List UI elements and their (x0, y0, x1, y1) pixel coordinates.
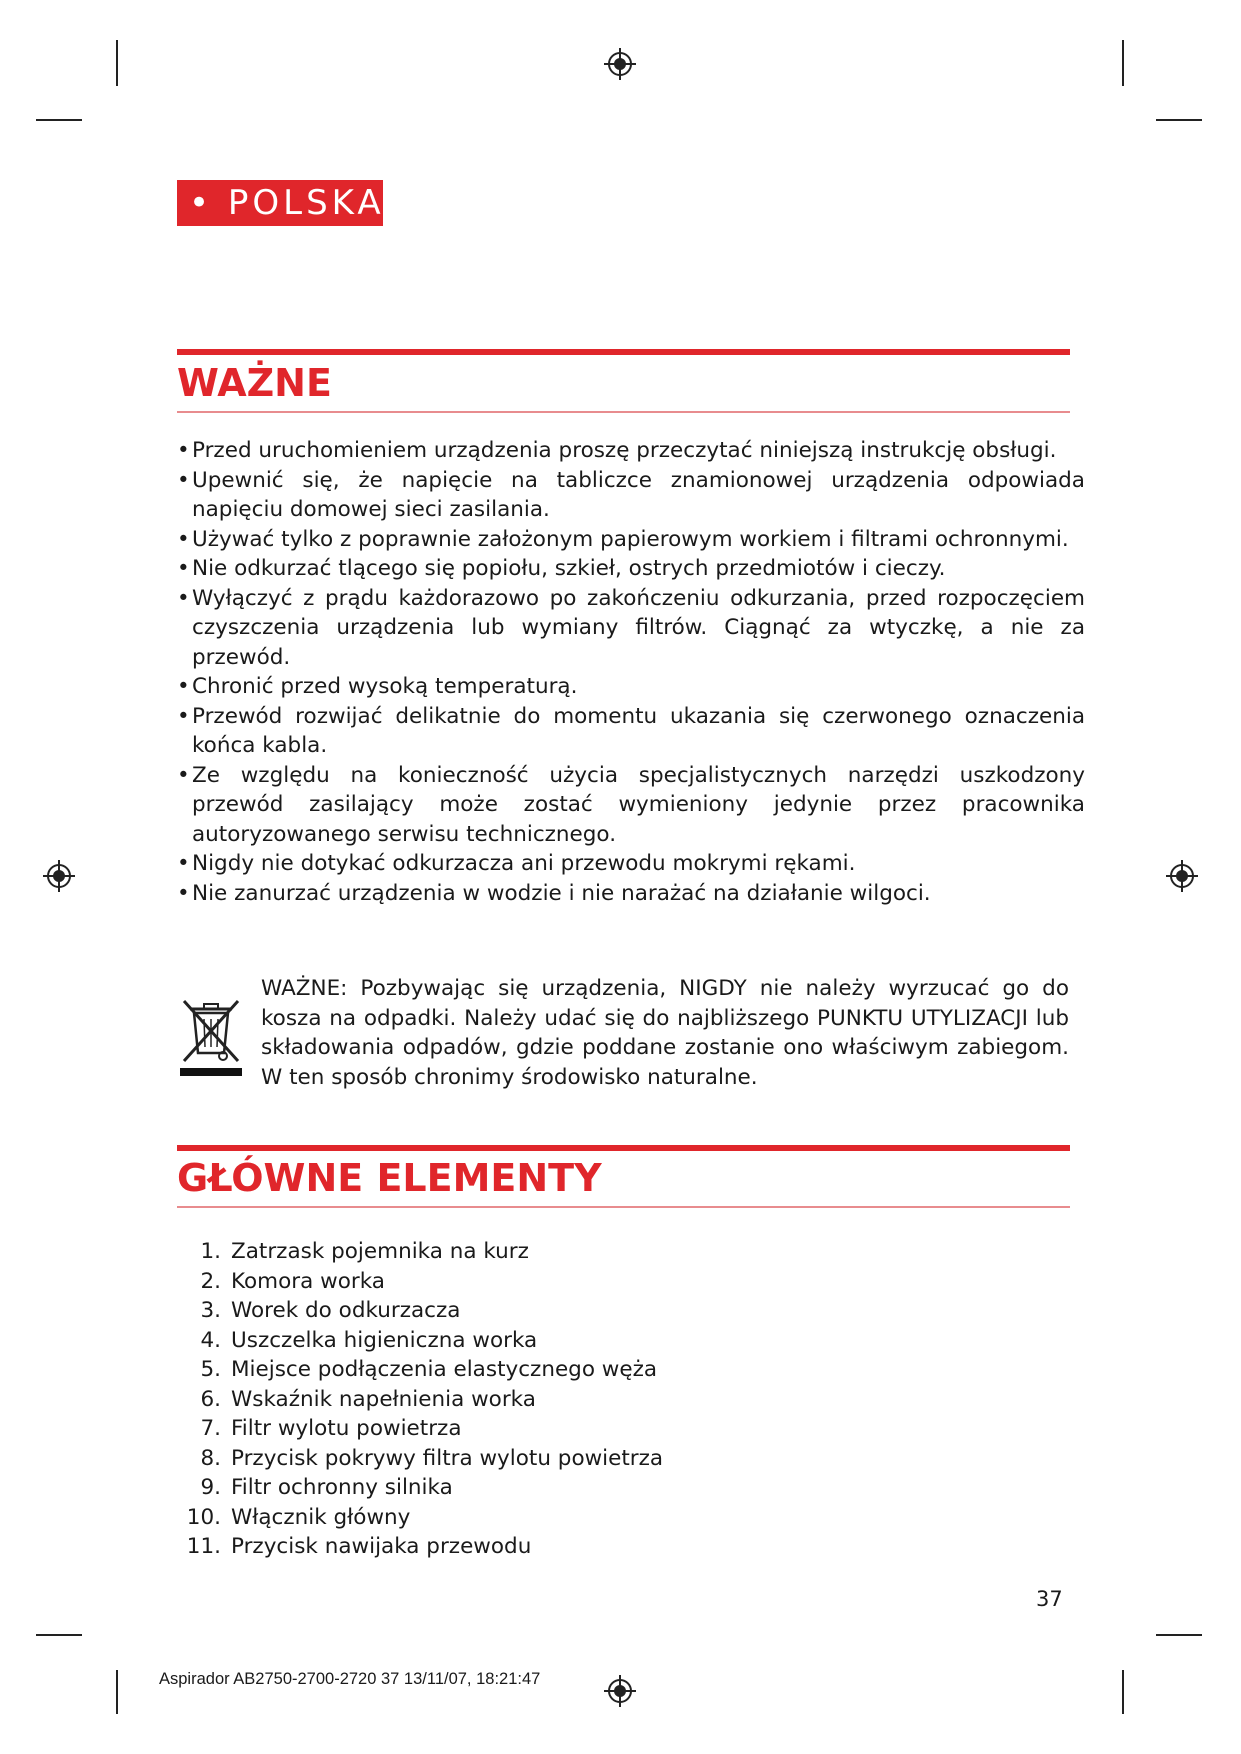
list-item (177, 1267, 877, 1297)
crop-mark (36, 1634, 82, 1636)
item-label: Włącznik główny (231, 1504, 411, 1530)
list-item: • Wyłączyć z prądu każdorazowo po zakończeniu odkurzania, przed rozpoczęciem czyszczenia urządzenia lub wymiany filtrów. Ciągnąć za wtyczkę, a nie za przewód. (177, 584, 1085, 673)
item-number: 9. (200, 1475, 221, 1500)
crop-mark (116, 40, 118, 86)
section-rule-top (177, 349, 1070, 355)
crop-mark (1122, 1670, 1124, 1714)
list-item: • Ze względu na konieczność użycia specjalistycznych narzędzi uszkodzony przewód zasilający może zostać wymieniony jedynie przez pracownika autoryzowanego serwisu technicznego. (177, 761, 1085, 850)
parts-list (177, 1237, 877, 1562)
list-item: • Używać tylko z poprawnie założonym papierowym workiem i filtrami ochronnymi. (177, 525, 1085, 555)
item-number: 6. (200, 1386, 221, 1412)
list-item: • Nigdy nie dotykać odkurzacza ani przewodu mokrymi rękami. (177, 849, 1085, 879)
item-number: 5. (200, 1357, 221, 1382)
registration-mark-icon (603, 47, 637, 81)
item-number: 2. (200, 1268, 221, 1294)
list-item: • Upewnić się, że napięcie na tabliczce znamionowej urządzenia odpowiada napięciu domowej sieci zasilania. (177, 466, 1085, 525)
weee-disposal-note: WAŻNE: Pozbywając się urządzenia, NIGDY nie należy wyrzucać go do kosza na odpadki. Należy udać się do najbliższego PUNKTU UTYLIZACJI lub składowania odpadów, gdzie poddane zostanie ono właściwym zabiegom. W ten sposób chronimy środowisko naturalne. (261, 976, 1069, 1090)
item-number: 1. (200, 1239, 221, 1264)
item-label: Filtr wylotu powietrza (231, 1416, 462, 1441)
important-title: WAŻNE (177, 361, 332, 405)
list-item: • Przed uruchomieniem urządzenia proszę przeczytać niniejszą instrukcję obsługi. (177, 436, 1085, 466)
registration-mark-icon (42, 859, 76, 893)
item-number: 3. (200, 1298, 221, 1323)
item-number: 8. (200, 1445, 221, 1471)
page-number: 37 (1036, 1587, 1063, 1611)
list-item (177, 1503, 877, 1533)
item-label: Wskaźnik napełnienia worka (231, 1386, 536, 1412)
item-label: Miejsce podłączenia elastycznego węża (231, 1357, 658, 1382)
crossed-out-bin-icon (180, 995, 242, 1077)
language-tab: • POLSKA (177, 180, 383, 226)
list-item (177, 1296, 877, 1326)
item-label: Zatrzask pojemnika na kurz (231, 1239, 529, 1264)
crop-mark (1156, 1634, 1202, 1636)
item-number: 7. (200, 1416, 221, 1441)
list-item: • Nie odkurzać tlącego się popiołu, szkieł, ostrych przedmiotów i cieczy. (177, 554, 1085, 584)
list-item (177, 1532, 877, 1562)
crop-mark (1156, 119, 1202, 121)
item-label: Uszczelka higieniczna worka (231, 1327, 538, 1353)
registration-mark-icon (1165, 859, 1199, 893)
crop-mark (36, 119, 82, 121)
item-number: 11. (186, 1534, 221, 1559)
item-label: Przycisk pokrywy filtra wylotu powietrza (231, 1445, 664, 1471)
list-item (177, 1237, 877, 1267)
item-number: 10. (186, 1504, 221, 1530)
item-label: Worek do odkurzacza (231, 1298, 461, 1323)
list-item (177, 1385, 877, 1415)
list-item: • Nie zanurzać urządzenia w wodzie i nie narażać na działanie wilgoci. (177, 879, 1085, 909)
list-item (177, 1444, 877, 1474)
section-rule-bottom (177, 411, 1070, 413)
list-item (177, 1355, 877, 1385)
item-label: Komora worka (231, 1268, 385, 1294)
section-rule-bottom (177, 1206, 1070, 1208)
print-slug: Aspirador AB2750-2700-2720 37 13/11/07, 18:21:47 (159, 1670, 541, 1688)
item-number: 4. (200, 1327, 221, 1353)
list-item (177, 1414, 877, 1444)
list-item (177, 1326, 877, 1356)
item-label: Filtr ochronny silnika (231, 1475, 453, 1500)
crop-mark (1122, 40, 1124, 86)
section-rule-top (177, 1145, 1070, 1151)
registration-mark-icon (603, 1674, 637, 1708)
list-item (177, 1473, 877, 1503)
item-label: Przycisk nawijaka przewodu (231, 1534, 532, 1559)
list-item: • Chronić przed wysoką temperaturą. (177, 672, 1085, 702)
important-list (177, 436, 1085, 908)
crop-mark (116, 1670, 118, 1714)
main-elements-title: GŁÓWNE ELEMENTY (177, 1156, 602, 1200)
list-item: • Przewód rozwijać delikatnie do momentu ukazania się czerwonego oznaczenia końca kabla. (177, 702, 1085, 761)
